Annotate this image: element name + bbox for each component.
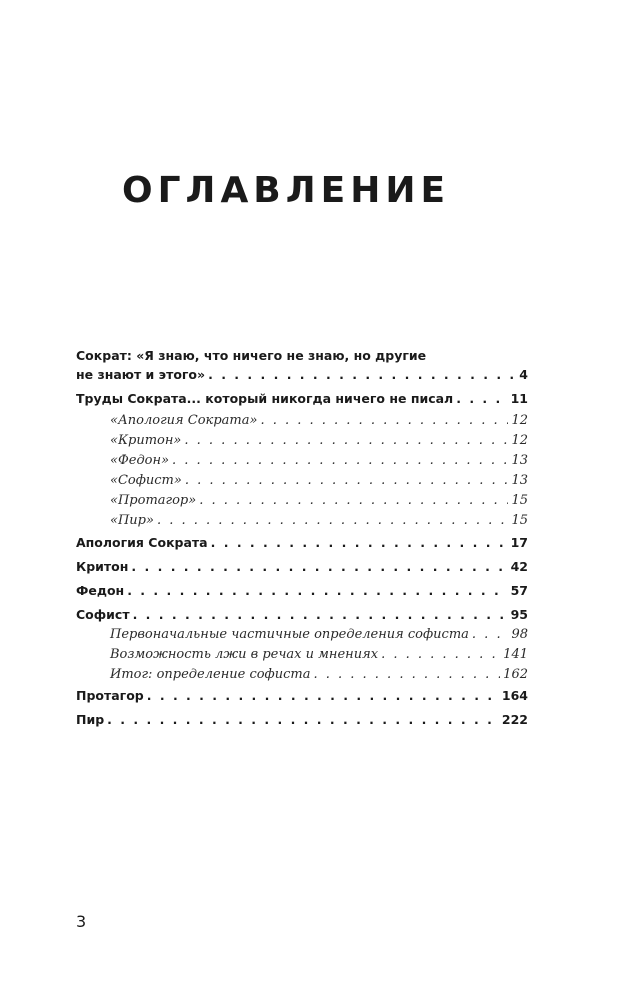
toc-leader-dots xyxy=(131,557,507,576)
toc-entry-apology[interactable] xyxy=(76,533,528,552)
toc-entry-sophist[interactable] xyxy=(76,605,528,624)
toc-label: Софист xyxy=(76,607,130,622)
toc-leader-dots xyxy=(313,665,500,685)
toc-entry-symposium[interactable] xyxy=(76,710,528,729)
toc-label: «Федон» xyxy=(110,453,170,468)
toc-label: Итог: определение софиста xyxy=(110,667,311,682)
toc-leader-dots xyxy=(472,625,509,645)
toc-leader-dots xyxy=(381,645,500,665)
toc-entry-works[interactable] xyxy=(76,389,528,408)
toc-leader-dots xyxy=(199,491,508,511)
toc-label: Первоначальные частичные определения софиста xyxy=(110,627,469,642)
toc-leader-dots xyxy=(208,365,516,384)
toc-subentry-sophist[interactable] xyxy=(76,471,528,491)
toc-leader-dots xyxy=(172,451,508,471)
toc-page-number: 11 xyxy=(510,391,528,406)
toc-leader-dots xyxy=(127,581,507,600)
toc-label: Апология Сократа xyxy=(76,535,208,550)
table-of-contents xyxy=(76,346,528,729)
toc-subentry-crito[interactable] xyxy=(76,431,528,451)
toc-label: «Критон» xyxy=(110,433,182,448)
toc-leader-dots xyxy=(147,686,499,705)
toc-page-number: 12 xyxy=(511,433,528,448)
toc-page-number: 95 xyxy=(510,607,528,622)
toc-entry-socrates-line1: Сократ: «Я знаю, что ничего не знаю, но другие xyxy=(76,348,427,363)
toc-label: «Апология Сократа» xyxy=(110,413,258,428)
toc-subentry-protagoras[interactable] xyxy=(76,491,528,511)
toc-leader-dots xyxy=(211,533,508,552)
toc-subentry-conclusion[interactable] xyxy=(76,665,528,685)
toc-entry-phaedo[interactable] xyxy=(76,581,528,600)
toc-page-number: 13 xyxy=(511,453,528,468)
toc-page-number: 4 xyxy=(519,367,528,382)
toc-leader-dots xyxy=(260,411,508,431)
toc-label: Федон xyxy=(76,583,125,598)
toc-entry-protagoras[interactable] xyxy=(76,686,528,705)
toc-label: Труды Сократа... который никогда ничего не писал xyxy=(76,391,454,406)
toc-subentry-initial-definitions[interactable] xyxy=(76,625,528,645)
toc-leader-dots xyxy=(133,605,508,624)
toc-label: «Софист» xyxy=(110,473,182,488)
toc-leader-dots xyxy=(157,511,509,531)
toc-entry-socrates[interactable] xyxy=(76,365,528,384)
toc-label: Критон xyxy=(76,559,129,574)
toc-leader-dots xyxy=(107,710,499,729)
toc-page-number: 98 xyxy=(511,627,528,642)
page-number: 3 xyxy=(76,912,87,931)
toc-leader-dots xyxy=(184,431,508,451)
toc-page-number: 57 xyxy=(510,583,528,598)
toc-label: Возможность лжи в речах и мнениях xyxy=(110,647,379,662)
toc-entry-crito[interactable] xyxy=(76,557,528,576)
toc-subentry-falsehood[interactable] xyxy=(76,645,528,665)
toc-page-number: 17 xyxy=(510,535,528,550)
toc-label: Пир xyxy=(76,712,105,727)
toc-subentry-symposium[interactable] xyxy=(76,511,528,531)
toc-page-number: 12 xyxy=(511,413,528,428)
toc-page-number: 42 xyxy=(510,559,528,574)
page-title: ОГЛАВЛЕНИЕ xyxy=(122,170,451,211)
toc-page-number: 15 xyxy=(511,493,528,508)
toc-leader-dots xyxy=(185,471,509,491)
toc-label: «Пир» xyxy=(110,513,154,528)
toc-subentry-phaedo[interactable] xyxy=(76,451,528,471)
toc-label: Протагор xyxy=(76,688,144,703)
toc-subentry-apology[interactable] xyxy=(76,411,528,431)
toc-label: не знают и этого» xyxy=(76,367,206,382)
toc-page-number: 222 xyxy=(501,712,528,727)
toc-page-number: 164 xyxy=(501,688,528,703)
toc-page-number: 141 xyxy=(503,647,528,662)
toc-label: «Протагор» xyxy=(110,493,197,508)
toc-leader-dots xyxy=(456,389,507,408)
toc-page-number: 162 xyxy=(503,667,528,682)
toc-page-number: 15 xyxy=(511,513,528,528)
toc-page-number: 13 xyxy=(511,473,528,488)
